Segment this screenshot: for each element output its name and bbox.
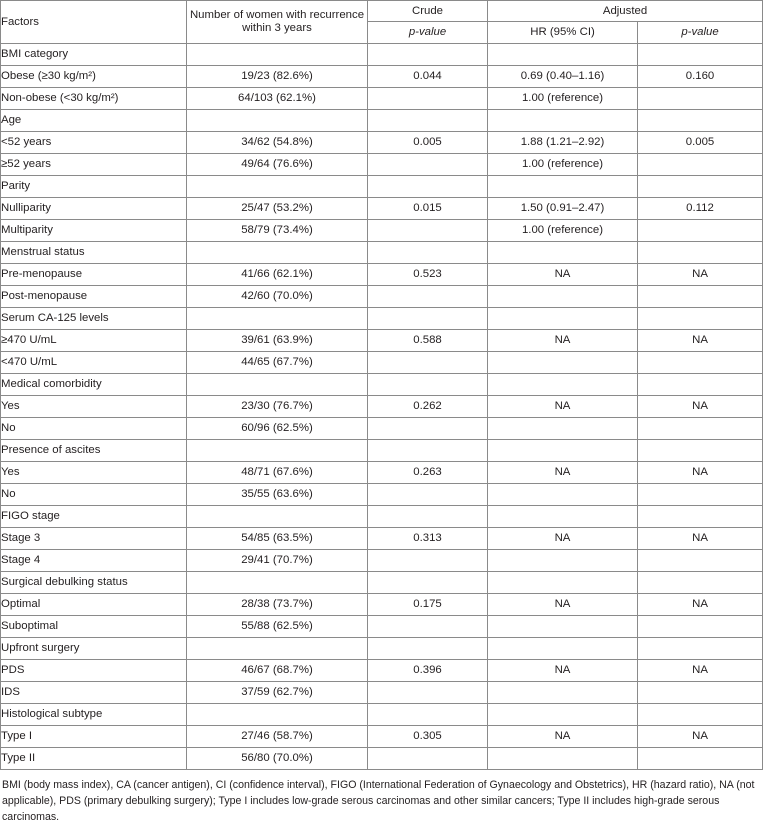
crude-p-value [368,88,488,110]
empty-cell [638,374,763,396]
empty-cell [368,440,488,462]
hazard-ratio: 1.00 (reference) [488,88,638,110]
group-title: BMI category [1,44,187,66]
table-row [1,484,763,506]
empty-cell [187,242,368,264]
factor-label: Yes [1,462,187,484]
crude-header: Crude [368,1,488,22]
group-header-row [1,308,763,330]
adjusted-p-value [638,484,763,506]
factor-label: <52 years [1,132,187,154]
adjusted-p-value: NA [638,594,763,616]
adjusted-p-value: NA [638,462,763,484]
empty-cell [488,110,638,132]
adjusted-p-value: 0.160 [638,66,763,88]
empty-cell [368,110,488,132]
factor-label: <470 U/mL [1,352,187,374]
recurrence-count: 25/47 (53.2%) [187,198,368,220]
table-row [1,286,763,308]
factor-label: Type I [1,726,187,748]
crude-p-value: 0.005 [368,132,488,154]
factor-label: Nulliparity [1,198,187,220]
crude-p-value: 0.523 [368,264,488,286]
empty-cell [187,704,368,726]
factor-label: Obese (≥30 kg/m²) [1,66,187,88]
crude-p-header: p-value [368,22,488,44]
adjusted-p-header: p-value [638,22,763,44]
group-header-row [1,638,763,660]
hazard-ratio: 1.00 (reference) [488,220,638,242]
table-row [1,550,763,572]
group-title: Upfront surgery [1,638,187,660]
empty-cell [187,374,368,396]
recurrence-count: 37/59 (62.7%) [187,682,368,704]
crude-p-value: 0.263 [368,462,488,484]
recurrence-count: 46/67 (68.7%) [187,660,368,682]
table-row [1,396,763,418]
empty-cell [638,572,763,594]
table-row [1,88,763,110]
empty-cell [488,242,638,264]
empty-cell [368,176,488,198]
empty-cell [488,44,638,66]
recurrence-count: 29/41 (70.7%) [187,550,368,572]
empty-cell [638,44,763,66]
group-header-row [1,44,763,66]
group-title: Age [1,110,187,132]
hazard-ratio [488,286,638,308]
table-row [1,66,763,88]
factor-label: Yes [1,396,187,418]
empty-cell [187,572,368,594]
factor-label: Multiparity [1,220,187,242]
adjusted-p-value: NA [638,330,763,352]
recurrence-count: 56/80 (70.0%) [187,748,368,770]
adjusted-p-value: 0.112 [638,198,763,220]
recurrence-count: 34/62 (54.8%) [187,132,368,154]
table-row [1,220,763,242]
empty-cell [187,44,368,66]
crude-p-value [368,220,488,242]
empty-cell [638,242,763,264]
empty-cell [638,704,763,726]
hazard-ratio: 0.69 (0.40–1.16) [488,66,638,88]
empty-cell [368,374,488,396]
adjusted-header: Adjusted [488,1,763,22]
hazard-ratio: NA [488,594,638,616]
empty-cell [488,308,638,330]
recurrence-count-header: Number of women with recurrence within 3 years [187,1,368,44]
crude-p-value [368,418,488,440]
adjusted-p-value [638,220,763,242]
adjusted-p-value [638,88,763,110]
hr-header: HR (95% CI) [488,22,638,44]
factor-label: No [1,418,187,440]
factor-label: IDS [1,682,187,704]
recurrence-count: 58/79 (73.4%) [187,220,368,242]
group-header-row [1,374,763,396]
adjusted-p-value: 0.005 [638,132,763,154]
empty-cell [638,110,763,132]
table-footnote: BMI (body mass index), CA (cancer antigen), CI (confidence interval), FIGO (International Federation of Gynaecology and Obstetrics), HR (hazard ratio), NA (not applicable), PDS (primary debulking surgery); Type I includes low-grade serous carcinomas and other similar cancers; Type II includes high-grade serous carcinomas. [2,779,755,823]
empty-cell [368,44,488,66]
group-header-row [1,440,763,462]
crude-p-value [368,286,488,308]
hazard-ratio: NA [488,396,638,418]
table-row [1,726,763,748]
hazard-ratio: NA [488,330,638,352]
table-row [1,660,763,682]
factor-label: PDS [1,660,187,682]
empty-cell [368,242,488,264]
group-title: Serum CA-125 levels [1,308,187,330]
recurrence-count: 60/96 (62.5%) [187,418,368,440]
hazard-ratio: NA [488,462,638,484]
table-row [1,462,763,484]
empty-cell [488,638,638,660]
adjusted-p-value [638,616,763,638]
factor-label: ≥470 U/mL [1,330,187,352]
factor-label: Optimal [1,594,187,616]
empty-cell [638,638,763,660]
crude-p-value: 0.175 [368,594,488,616]
recurrence-count: 28/38 (73.7%) [187,594,368,616]
adjusted-p-value [638,286,763,308]
empty-cell [368,506,488,528]
adjusted-p-value: NA [638,396,763,418]
empty-cell [488,440,638,462]
adjusted-p-value: NA [638,528,763,550]
empty-cell [638,176,763,198]
empty-cell [187,176,368,198]
hazard-ratio: 1.00 (reference) [488,154,638,176]
empty-cell [488,176,638,198]
hazard-ratio: NA [488,528,638,550]
crude-p-value: 0.396 [368,660,488,682]
adjusted-p-value [638,352,763,374]
factors-header: Factors [1,1,187,44]
group-title: Menstrual status [1,242,187,264]
recurrence-count: 64/103 (62.1%) [187,88,368,110]
table-row [1,418,763,440]
recurrence-count: 44/65 (67.7%) [187,352,368,374]
adjusted-p-value [638,418,763,440]
adjusted-p-value: NA [638,264,763,286]
empty-cell [187,110,368,132]
factor-label: ≥52 years [1,154,187,176]
factor-label: Post-menopause [1,286,187,308]
group-header-row [1,572,763,594]
adjusted-p-value [638,748,763,770]
factor-label: Pre-menopause [1,264,187,286]
group-title: FIGO stage [1,506,187,528]
factor-label: Stage 3 [1,528,187,550]
crude-p-value [368,616,488,638]
group-title: Presence of ascites [1,440,187,462]
table-row [1,330,763,352]
hazard-ratio: NA [488,660,638,682]
empty-cell [638,506,763,528]
crude-p-value [368,550,488,572]
empty-cell [638,308,763,330]
group-title: Medical comorbidity [1,374,187,396]
hazard-ratio [488,418,638,440]
empty-cell [187,440,368,462]
table-row [1,352,763,374]
hazard-ratio [488,484,638,506]
adjusted-p-value [638,550,763,572]
empty-cell [488,374,638,396]
factor-label: Type II [1,748,187,770]
crude-p-value [368,682,488,704]
table-row [1,154,763,176]
table-row [1,264,763,286]
table-body [1,44,763,770]
recurrence-count: 39/61 (63.9%) [187,330,368,352]
adjusted-p-value [638,682,763,704]
table-row [1,682,763,704]
empty-cell [488,572,638,594]
adjusted-p-value: NA [638,726,763,748]
group-title: Surgical debulking status [1,572,187,594]
hazard-ratio: NA [488,726,638,748]
table-row [1,594,763,616]
crude-p-value: 0.044 [368,66,488,88]
empty-cell [368,572,488,594]
empty-cell [638,440,763,462]
table-row [1,198,763,220]
group-header-row [1,242,763,264]
hazard-ratio: 1.88 (1.21–2.92) [488,132,638,154]
group-title: Histological subtype [1,704,187,726]
hazard-ratio: NA [488,264,638,286]
factor-label: Stage 4 [1,550,187,572]
crude-p-value: 0.262 [368,396,488,418]
crude-p-value: 0.015 [368,198,488,220]
group-header-row [1,110,763,132]
recurrence-count: 19/23 (82.6%) [187,66,368,88]
crude-p-value [368,748,488,770]
empty-cell [368,704,488,726]
hazard-ratio [488,748,638,770]
group-header-row [1,176,763,198]
table-row [1,132,763,154]
crude-p-value: 0.313 [368,528,488,550]
hazard-ratio [488,352,638,374]
factor-label: No [1,484,187,506]
crude-p-value: 0.588 [368,330,488,352]
recurrence-count: 27/46 (58.7%) [187,726,368,748]
recurrence-count: 42/60 (70.0%) [187,286,368,308]
empty-cell [187,506,368,528]
table-header [1,1,763,44]
recurrence-count: 55/88 (62.5%) [187,616,368,638]
empty-cell [187,308,368,330]
table-row [1,616,763,638]
recurrence-count: 23/30 (76.7%) [187,396,368,418]
crude-p-value [368,484,488,506]
recurrence-count: 41/66 (62.1%) [187,264,368,286]
group-header-row [1,704,763,726]
table-row [1,748,763,770]
group-header-row [1,506,763,528]
crude-p-value [368,352,488,374]
recurrence-count: 49/64 (76.6%) [187,154,368,176]
table-row [1,528,763,550]
hazard-ratio: 1.50 (0.91–2.47) [488,198,638,220]
crude-p-value: 0.305 [368,726,488,748]
hazard-ratio [488,682,638,704]
adjusted-p-value: NA [638,660,763,682]
factor-label: Non-obese (<30 kg/m²) [1,88,187,110]
hazard-ratio [488,616,638,638]
empty-cell [488,704,638,726]
recurrence-count: 35/55 (63.6%) [187,484,368,506]
empty-cell [368,308,488,330]
empty-cell [368,638,488,660]
empty-cell [187,638,368,660]
recurrence-count: 48/71 (67.6%) [187,462,368,484]
recurrence-count: 54/85 (63.5%) [187,528,368,550]
empty-cell [488,506,638,528]
adjusted-p-value [638,154,763,176]
crude-p-value [368,154,488,176]
hazard-ratio [488,550,638,572]
group-title: Parity [1,176,187,198]
factor-label: Suboptimal [1,616,187,638]
